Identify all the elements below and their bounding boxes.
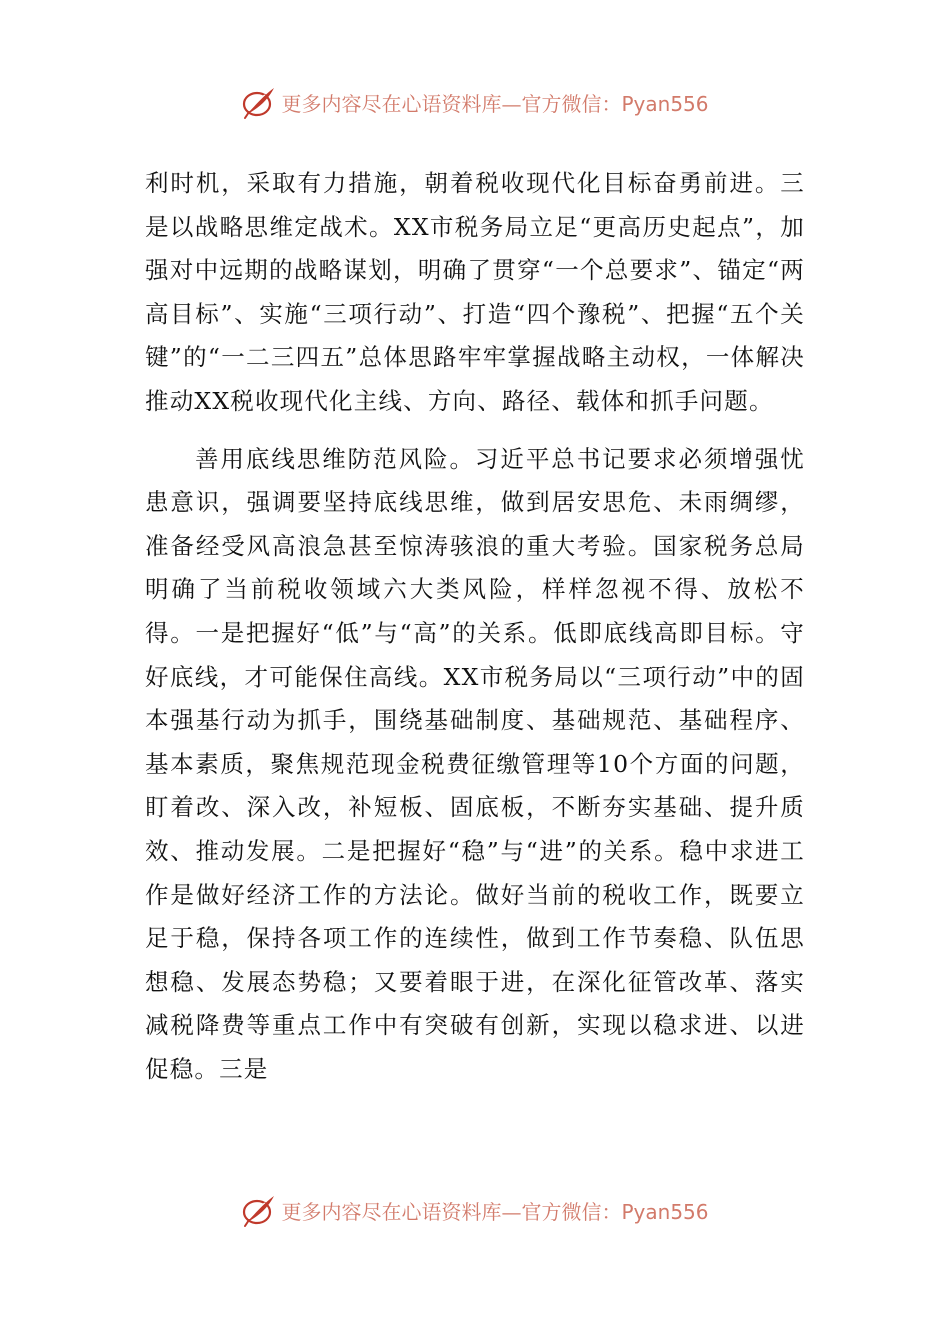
paragraph-2: 善用底线思维防范风险。习近平总书记要求必须增强忧患意识，强调要坚持底线思维，做到居安思危、未雨绸缪，准备经受风高浪急甚至惊涛骇浪的重大考验。国家税务总局明确了当前税收领域六大类风险，样样忽视不得、放松不得。一是把握好“低”与“高”的关系。低即底线高即目标。守好底线，才可能保住高线。XX市税务局以“三项行动”中的固本强基行动为抓手，围绕基础制度、基础规范、基础程序、基本素质，聚焦规范现金税费征缴管理等10个方面的问题，盯着改、深入改，补短板、固底板，不断夯实基础、提升质效、推动发展。二是把握好“稳”与“进”的关系。稳中求进工作是做好经济工作的方法论。做好当前的税收工作，既要立足于稳，保持各项工作的连续性，做到工作节奏稳、队伍思想稳、发展态势稳；又要着眼于进，在深化征管改革、落实减税降费等重点工作中有突破有创新，实现以稳求进、以进促稳。三是 bbox=[145, 444, 805, 1083]
quill-pen-icon bbox=[241, 1192, 277, 1228]
footer-banner-text: 更多内容尽在心语资料库—官方微信：Pyan556 bbox=[281, 1199, 709, 1224]
header-banner-text: 更多内容尽在心语资料库—官方微信：Pyan556 bbox=[281, 91, 709, 116]
header-wechat-id: Pyan556 bbox=[621, 91, 709, 116]
paragraph-1: 利时机，采取有力措施，朝着税收现代化目标奋勇前进。三是以战略思维定战术。XX市税务局立足“更高历史起点”，加强对中远期的战略谋划，明确了贯穿“一个总要求”、锚定“两高目标”、实施“三项行动”、打造“四个豫税”、把握“五个关键”的“一二三四五”总体思路牢牢掌握战略主动权，一体解决推动XX税收现代化主线、方向、路径、载体和抓手问题。 bbox=[145, 169, 805, 415]
quill-pen-icon bbox=[241, 84, 277, 120]
document-body bbox=[145, 162, 805, 1091]
footer-wechat-id: Pyan556 bbox=[621, 1199, 709, 1224]
footer-banner bbox=[0, 1190, 950, 1230]
header-banner bbox=[0, 82, 950, 122]
